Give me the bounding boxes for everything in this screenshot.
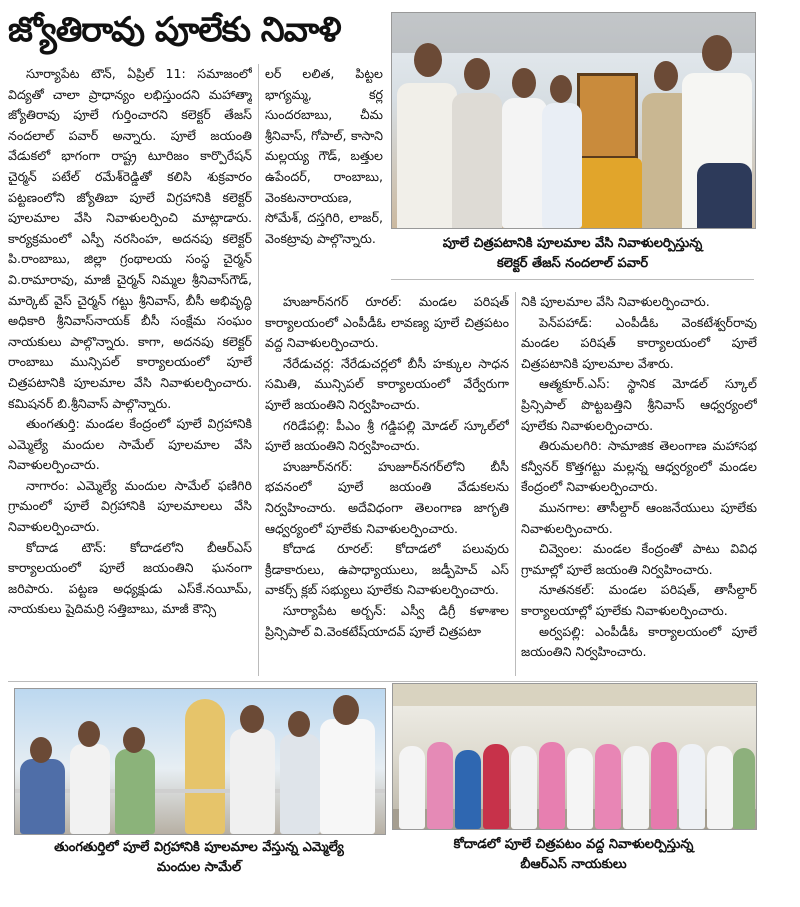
- paragraph: గరిడేపల్లి: పీఎం శ్రీ గడ్డిపల్లి మోడల్ స్కూల్‌లో పూలే జయంతిని నిర్వహించారు.: [265, 417, 509, 454]
- paragraph: అర్వపల్లి: ఎంపీడీఓ కార్యాలయంలో పూలే జయంతిని నిర్వహించారు.: [521, 623, 757, 660]
- caption-line: పూలే చిత్రపటానికి పూలమాల వేసి నివాళులర్పిస్తున్న: [442, 236, 703, 251]
- paragraph: పెన్‌పహాడ్: ఎంపీడీఓ వెంకటేశ్వర్‌రావు మండల పరిషత్ కార్యాలయంలో పూలే చిత్రపటానికి పూలమాల వేశారు.: [521, 314, 757, 371]
- paragraph: నూతనకల్: మండల పరిషత్, తాసీల్దార్ కార్యాలయాల్లో పూలేకు నివాళులర్పించారు.: [521, 582, 757, 618]
- caption-line: కోదాడలో పూలే చిత్రపటం వద్ద నివాళులర్పిస్తున్న: [453, 837, 694, 852]
- paragraph: హుజూర్‌నగర్: హుజూర్‌నగర్‌లోని బీసీ భవనంలో పూలే జయంతి వేడుకలను నిర్వహించారు. అదేవిధంగా తెలంగాణ జాగృతి ఆధ్వర్యంలో పూలేకు నివాళులర్పించారు.: [265, 458, 509, 536]
- caption-line: తుంగతుర్తిలో పూలే విగ్రహానికి పూలమాల వేస్తున్న ఎమ్మెల్యే: [54, 840, 344, 855]
- caption-bottom-left: [14, 838, 384, 878]
- paragraph: తుంగతుర్తి: మండల కేంద్రంలో పూలే విగ్రహానికి ఎమ్మెల్యే మందుల సామేల్ పూలమాల వేసి నివాళులర్పించారు.: [8, 416, 252, 473]
- paragraph: సూర్యాపేట అర్బన్: ఎస్వీ డిగ్రీ కళాశాల ప్రిన్సిపాల్ వి.వెంకటేష్‌యాదవ్ పూలే చిత్రపటా: [265, 602, 509, 639]
- caption-top-right: [391, 234, 754, 274]
- paragraph: చివ్వెంల: మండల కేంద్రంతో పాటు వివిధ గ్రామాల్లో పూలే జయంతి నిర్వహించారు.: [521, 541, 757, 577]
- caption-line: బీఆర్ఎస్ నాయకులు: [520, 857, 627, 872]
- article-column-3: [521, 292, 757, 676]
- paragraph: నికి పూలమాల వేసి నివాళులర్పించారు.: [521, 294, 710, 309]
- caption-line: కలెక్టర్ తేజస్ నందలాల్ పవార్: [496, 256, 649, 271]
- paragraph: మునగాల: తాసీల్దార్ ఆంజనేయులు పూలేకు నివాళులర్పించారు.: [521, 499, 757, 536]
- paragraph: కోదాడ రూరల్: కోదాడలో పలువురు క్రీడాకారులు, ఉపాధ్యాయులు, జడ్పీహెచ్ ఎస్ వాకర్స్ క్లబ్ సభ్యులు పూలేకు నివాళులర్పించారు.: [265, 541, 509, 598]
- collector-garlanding-photo: [391, 12, 756, 229]
- headline: జ్యోతిరావు పూలేకు నివాళి: [8, 10, 341, 50]
- paragraph: సూర్యాపేట టౌన్, ఏప్రిల్ 11: సమాజంలో విద్యతో చాలా ప్రాధాన్యం లభిస్తుందని మహాత్మా జ్యోతిరావు పూలే గుర్తించారని కలెక్టర్ తేజస్ నందలాల్ పవార్ అన్నారు. పూలే జయంతి వేడుకలో భాగంగా రాష్ట్ర టూరిజం కార్పొరేషన్ చైర్మన్ పటేల్ రమేశ్‌రెడ్డితో కలిసి శుక్రవారం పట్టణంలోని జ్యోతిబా పూలే విగ్రహానికి కలెక్టర్ పూలమాల వేసి నివాళులర్పించి మాట్లాడారు. కార్యక్రమంలో ఎస్పీ నరసింహ, అదనపు కలెక్టర్ పి.రాంబాబు, జిల్లా గ్రంథాలయ సంస్థ చైర్మన్ వి.రామారావు, మాజీ చైర్మన్ నిమ్మల శ్రీనివాస్‌గౌడ్, మార్కెట్ వైస్ చైర్మన్ గట్టు శ్రీనివాస్, బీసీ అభివృద్ధి అధికారి శ్రీనివాస్‌నాయక్ బీసీ సంక్షేమ సంఘం నాయకులు పాల్గొన్నారు. కాగా, అదనపు కలెక్టర్ రాంబాబు మున్సిపల్ కార్యాలయంలో పూలే చిత్రపటానికి పూలమాల వేసి నివాళులర్పించారు. కమిషనర్ బి.శ్రీనివాస్ పాల్గొన్నారు.: [8, 66, 252, 411]
- paragraph: నేరేడుచర్ల: నేరేడుచర్లలో బీసీ హక్కుల సాధన సమితి, మున్సిపల్ కార్యాలయంలో వేర్వేరుగా పూలే జయంతిని నిర్వహించారు.: [265, 355, 509, 412]
- paragraph: నాగారం: ఎమ్మెల్యే మందుల సామేల్ ఫణిగిరి గ్రామంలో పూలే విగ్రహానికి పూలమాలలు వేసి నివాళులర్పించారు.: [8, 477, 252, 535]
- paragraph: లర్ లలిత, పిట్టల భాగ్యమ్మ, కర్ల సుందరబాబు, చీమ శ్రీనివాస్, గోపాల్, కాసాని మల్లయ్య గౌడ్, బత్తుల ఉపేందర్, రాంబాబు, వెంకటనారాయణ, సోమేశ్, దస్తగిరి, లాజర్, వెంకట్రావు పాల్గొన్నారు.: [265, 66, 383, 246]
- article-column-1: [8, 64, 252, 676]
- paragraph: ఆత్మకూర్.ఎస్: స్థానిక మోడల్ స్కూల్ ప్రిన్సిపాల్ పొట్టబత్తిని శ్రీనివాస్ ఆధ్వర్యంలో పూలేకు నివాళులర్పించారు.: [521, 376, 757, 433]
- brs-leaders-group-photo: [392, 683, 757, 830]
- paragraph: కోదాడ టౌన్: కోదాడలోని బీఆర్ఎస్ కార్యాలయంలో పూలే జయంతిని ఘనంగా జరిపారు. పట్టణ అధ్యక్షుడు ఎస్‌కే.నయీమ్, నాయకులు షైదిమర్రి సత్తిబాబు, మాజీ కౌన్సి: [8, 539, 252, 617]
- paragraph: హుజూర్‌నగర్ రూరల్: మండల పరిషత్ కార్యాలయంలో ఎంపీడీఓ లావణ్య పూలే చిత్రపటం వద్ద నివాళులర్పించారు.: [265, 294, 509, 351]
- caption-bottom-right: [392, 835, 755, 875]
- caption-line: మందుల సామేల్: [156, 860, 242, 875]
- mla-garlanding-statue-photo: [14, 688, 386, 835]
- paragraph: తిరుమలగిరి: సామాజిక తెలంగాణ మహాసభ కన్వీనర్ కొత్తగట్టు మల్లన్న ఆధ్వర్యంలో మండల కేంద్రంలో నివాళులర్పించారు.: [521, 438, 757, 495]
- article-column-2-lower: [265, 292, 509, 676]
- article-column-2: [265, 64, 383, 290]
